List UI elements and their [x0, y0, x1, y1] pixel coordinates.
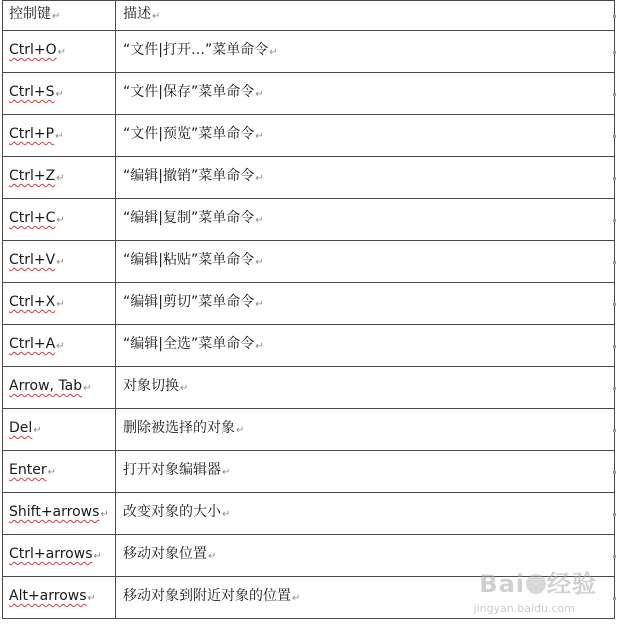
table-row — [3, 199, 615, 241]
table-row — [3, 157, 615, 199]
shortcut-key: Arrow, Tab — [9, 378, 83, 394]
row-end-mark — [613, 555, 616, 558]
paragraph-mark-icon: ↵ — [180, 383, 189, 394]
shortcut-desc-cell — [116, 325, 615, 367]
paragraph-mark-icon: ↵ — [87, 593, 96, 604]
paragraph-mark-icon: ↵ — [222, 509, 231, 520]
row-end-mark — [613, 93, 616, 96]
paragraph-mark-icon: ↵ — [56, 299, 65, 310]
paragraph-mark-icon: ↵ — [255, 215, 264, 226]
paragraph-mark-icon: ↵ — [292, 593, 301, 604]
shortcut-desc-cell — [116, 199, 615, 241]
shortcut-description: “文件|打开…”菜单命令 — [123, 42, 269, 58]
paragraph-mark-icon: ↵ — [255, 341, 264, 352]
shortcut-key-cell — [3, 535, 116, 577]
shortcut-desc-cell — [116, 115, 615, 157]
shortcut-description: “编辑|剪切”菜单命令 — [123, 294, 255, 310]
shortcut-key: Ctrl+S — [9, 84, 55, 100]
shortcut-description: 改变对象的大小 — [123, 504, 221, 520]
paragraph-mark-icon: ↵ — [255, 257, 264, 268]
table-row — [3, 577, 615, 619]
shortcut-description: “文件|预览”菜单命令 — [123, 126, 255, 142]
shortcut-description: 打开对象编辑器 — [123, 462, 221, 478]
paragraph-mark-icon: ↵ — [236, 425, 245, 436]
shortcut-description: “编辑|全选”菜单命令 — [123, 336, 255, 352]
paragraph-mark-icon: ↵ — [255, 173, 264, 184]
row-end-mark — [613, 261, 616, 264]
paragraph-mark-icon: ↵ — [208, 551, 217, 562]
paragraph-mark-icon: ↵ — [100, 509, 109, 520]
paragraph-mark-icon: ↵ — [222, 467, 231, 478]
shortcut-key-cell — [3, 325, 116, 367]
shortcut-key-cell — [3, 367, 116, 409]
row-end-mark — [613, 303, 616, 306]
watermark-brand-left: Bai — [479, 570, 525, 598]
table-row — [3, 325, 615, 367]
table-row — [3, 451, 615, 493]
paragraph-mark-icon: ↵ — [255, 131, 264, 142]
shortcut-key-cell — [3, 115, 116, 157]
shortcut-desc-cell — [116, 535, 615, 577]
shortcut-key: Del — [9, 420, 33, 436]
paragraph-mark-icon: ↵ — [56, 173, 65, 184]
shortcut-key: Alt+arrows — [9, 588, 87, 604]
shortcut-key-cell — [3, 241, 116, 283]
watermark-url: jingyan.baidu.com — [473, 602, 575, 615]
table-row — [3, 535, 615, 577]
paragraph-mark-icon: ↵ — [56, 341, 65, 352]
shortcut-desc-cell — [116, 31, 615, 73]
row-end-mark — [613, 471, 616, 474]
paragraph-mark-icon: ↵ — [83, 383, 92, 394]
shortcut-key: Enter — [9, 462, 47, 478]
shortcut-desc-cell — [116, 409, 615, 451]
shortcut-key: Ctrl+O — [9, 42, 57, 58]
header-desc-label: 描述 — [123, 6, 151, 22]
paragraph-mark-icon: ↵ — [55, 131, 64, 142]
row-end-mark — [613, 15, 616, 18]
table-row — [3, 409, 615, 451]
shortcut-description: 删除被选择的对象 — [123, 420, 235, 436]
header-key-cell — [3, 1, 116, 31]
table-row — [3, 31, 615, 73]
shortcut-desc-cell — [116, 157, 615, 199]
row-end-mark — [613, 177, 616, 180]
table-row — [3, 115, 615, 157]
shortcut-description: “编辑|复制”菜单命令 — [123, 210, 255, 226]
shortcut-desc-cell — [116, 283, 615, 325]
shortcut-key: Ctrl+P — [9, 126, 55, 142]
paragraph-mark-icon: ↵ — [269, 47, 278, 58]
shortcut-description: “编辑|粘贴”菜单命令 — [123, 252, 255, 268]
table-row — [3, 367, 615, 409]
header-desc-cell — [116, 1, 615, 31]
shortcut-key-cell — [3, 31, 116, 73]
header-key-label: 控制键 — [9, 6, 51, 22]
shortcut-key-cell — [3, 451, 116, 493]
paragraph-mark-icon: ↵ — [56, 257, 65, 268]
paragraph-mark-icon: ↵ — [57, 47, 67, 58]
table-header-row — [3, 1, 615, 31]
paragraph-mark-icon: ↵ — [55, 89, 64, 100]
row-end-mark — [613, 135, 616, 138]
shortcut-description: “文件|保存”菜单命令 — [123, 84, 255, 100]
shortcut-key-cell — [3, 73, 116, 115]
shortcut-key-cell — [3, 283, 116, 325]
paragraph-mark-icon: ↵ — [255, 89, 264, 100]
shortcut-key-cell — [3, 157, 116, 199]
shortcut-description: 对象切换 — [123, 378, 179, 394]
paragraph-mark-icon: ↵ — [52, 11, 61, 22]
shortcut-description: 移动对象位置 — [123, 546, 207, 562]
shortcut-key: Ctrl+A — [9, 336, 56, 352]
shortcut-key-cell — [3, 493, 116, 535]
shortcut-key: Ctrl+C — [9, 210, 56, 226]
shortcut-key-cell — [3, 577, 116, 619]
shortcut-key: Shift+arrows — [9, 504, 100, 520]
shortcut-key: Ctrl+V — [9, 252, 56, 268]
paragraph-mark-icon: ↵ — [152, 11, 161, 22]
row-end-mark — [613, 219, 616, 222]
row-end-mark — [613, 51, 616, 54]
shortcut-desc-cell — [116, 73, 615, 115]
table-row — [3, 73, 615, 115]
shortcut-key: Ctrl+arrows — [9, 546, 93, 562]
table-row — [3, 493, 615, 535]
watermark-brand-right: 经验 — [547, 570, 597, 598]
table-row — [3, 283, 615, 325]
row-end-mark — [613, 387, 616, 390]
shortcut-description: “编辑|撤销”菜单命令 — [123, 168, 255, 184]
table-row — [3, 241, 615, 283]
shortcut-desc-cell — [116, 451, 615, 493]
paragraph-mark-icon: ↵ — [56, 215, 65, 226]
shortcut-desc-cell — [116, 367, 615, 409]
row-end-mark — [613, 513, 616, 516]
shortcut-table — [2, 0, 615, 619]
paragraph-mark-icon: ↵ — [47, 467, 56, 478]
shortcut-key-cell — [3, 409, 116, 451]
shortcut-desc-cell — [116, 577, 615, 619]
shortcut-key-cell — [3, 199, 116, 241]
paragraph-mark-icon: ↵ — [255, 299, 264, 310]
shortcut-key: Ctrl+X — [9, 294, 56, 310]
row-end-mark — [613, 429, 616, 432]
row-end-mark — [613, 345, 616, 348]
shortcut-desc-cell — [116, 241, 615, 283]
shortcut-desc-cell — [116, 493, 615, 535]
shortcut-key: Ctrl+Z — [9, 168, 56, 184]
shortcut-description: 移动对象到附近对象的位置 — [123, 588, 291, 604]
paragraph-mark-icon: ↵ — [33, 425, 42, 436]
row-end-mark — [613, 597, 616, 600]
paragraph-mark-icon: ↵ — [93, 551, 102, 562]
